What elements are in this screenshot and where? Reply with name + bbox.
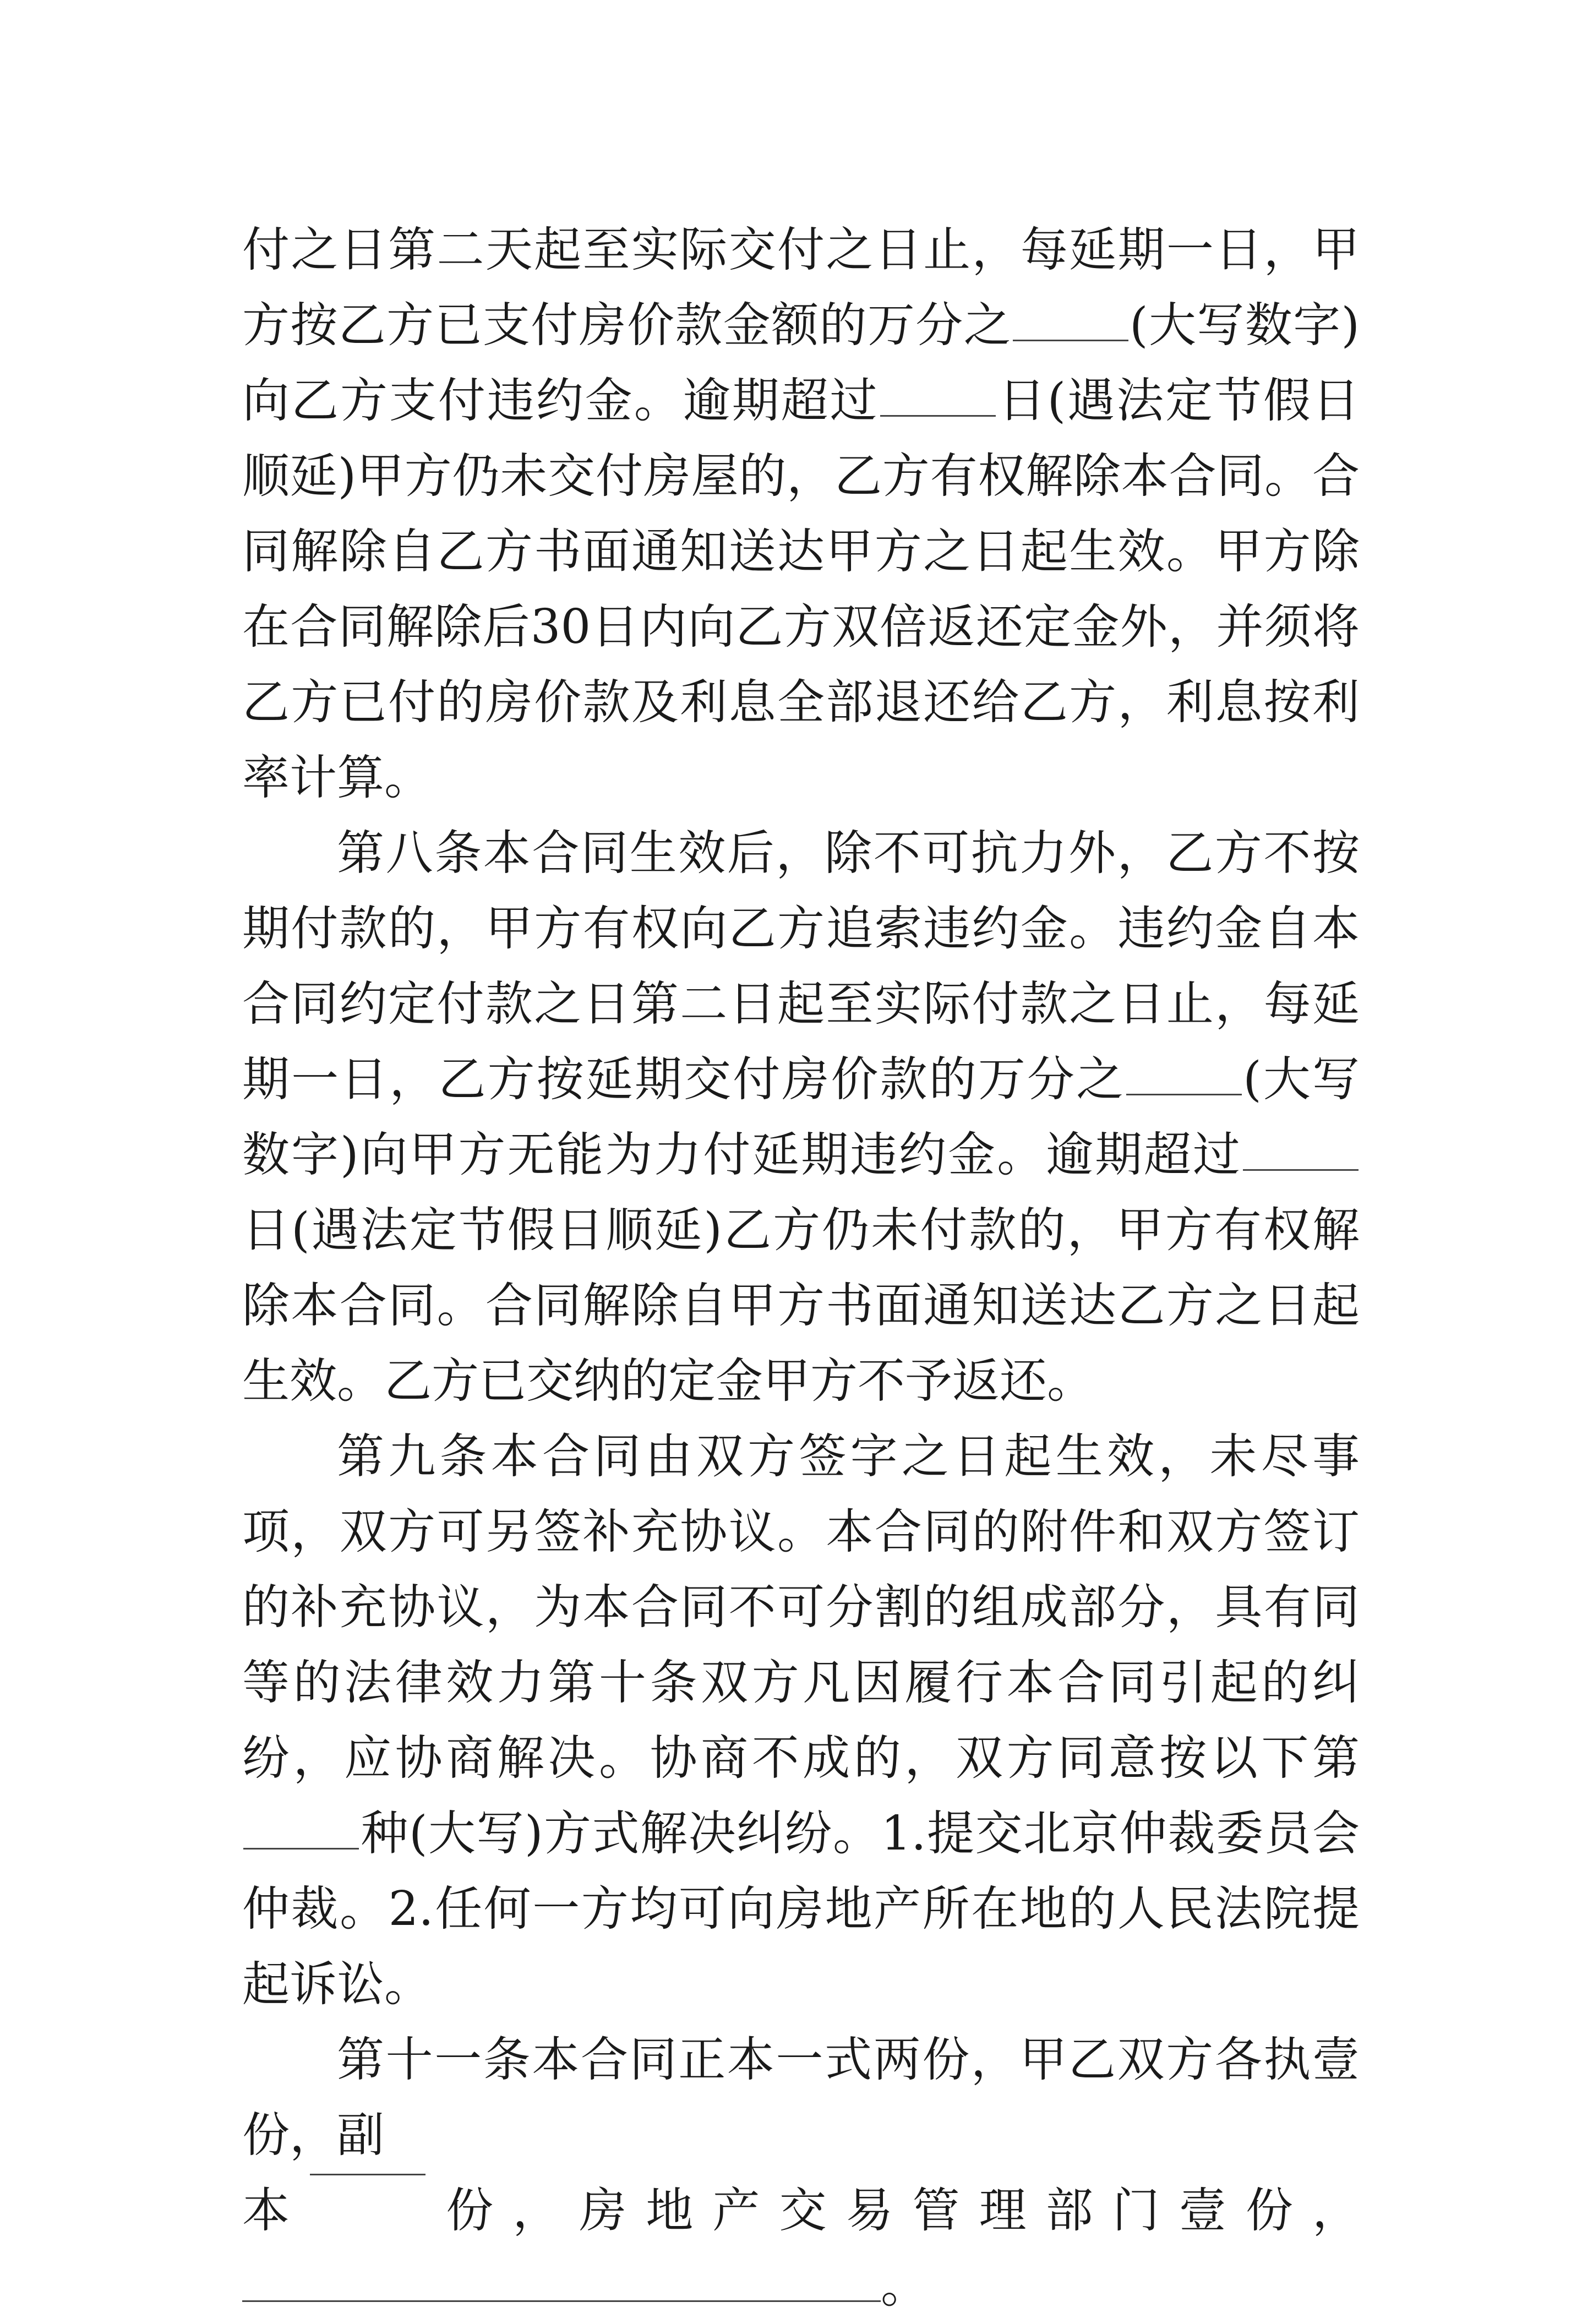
text-char: 壹 <box>1179 2183 1226 2238</box>
blank-underline-long <box>242 2300 881 2302</box>
text-char: 门 <box>1112 2183 1160 2238</box>
text-char: 地 <box>646 2183 694 2238</box>
article-11-line-3 <box>242 2249 1360 2324</box>
blank-underline <box>880 414 996 417</box>
blank-underline <box>310 2173 425 2175</box>
text-segment: (大写数字)向乙方支付违约金。逾期超过 <box>242 298 1360 428</box>
text-char: ， <box>1312 2183 1360 2238</box>
article-11-line-2 <box>242 2173 1360 2249</box>
contract-text <box>242 212 1360 2324</box>
blank-underline <box>243 1847 359 1850</box>
blank-underline <box>1126 1093 1242 1095</box>
text-char: 产 <box>712 2183 760 2238</box>
text-segment: 日(遇法定节假日顺延)甲方仍未交付房屋的，乙方有权解除本合同。合同解除自乙方书面通知送达甲方之日起生效。甲方除在合同解除后30日内向乙方双倍返还定金外，并须将乙方已付的房价款及利息全部退还给乙方，利息按利率计算。 <box>242 373 1360 805</box>
text-char: 易 <box>845 2183 893 2238</box>
paragraph-article-8 <box>242 816 1360 1419</box>
paragraph-article-9-10 <box>242 1419 1360 2022</box>
text-segment: 第九条本合同由双方签字之日起生效，未尽事项，双方可另签补充协议。本合同的附件和双方签订的补充协议，为本合同不可分割的组成部分，具有同等的法律效力第十条双方凡因履行本合同引起的纠纷，应协商解决。协商不成的，双方同意按以下第 <box>242 1429 1360 1786</box>
article-11-line-1: 第十一条本合同正本一式两份，甲乙双方各执壹份，副 <box>242 2032 1360 2163</box>
paragraph-delivery-penalty <box>242 212 1360 816</box>
text-segment: 。 <box>881 2258 928 2314</box>
paragraph-article-11 <box>242 2022 1360 2324</box>
text-char: 份 <box>446 2183 494 2238</box>
text-segment: (大写数字)向甲方无能为力付延期违约金。逾期超过 <box>242 1052 1360 1182</box>
text-char: 管 <box>912 2183 960 2238</box>
blank-underline <box>1243 1169 1359 1171</box>
text-char: 份 <box>1245 2183 1293 2238</box>
text-char: 理 <box>979 2183 1027 2238</box>
text-char: 本 <box>242 2183 290 2238</box>
text-segment: 种(大写)方式解决纠纷。1.提交北京仲裁委员会仲裁。2.任何一方均可向房地产所在地的人民法院提起诉讼。 <box>242 1806 1360 2012</box>
text-char: 部 <box>1045 2183 1093 2238</box>
text-segment: 第八条本合同生效后，除不可抗力外，乙方不按期付款的，甲方有权向乙方追索违约金。违约金自本合同约定付款之日第二日起至实际付款之日止，每延期一日，乙方按延期交付房价款的万分之 <box>242 826 1360 1107</box>
text-char: 交 <box>779 2183 827 2238</box>
text-segment: 付之日第二天起至实际交付之日止，每延期一日，甲方按乙方已支付房价款金额的万分之 <box>242 222 1360 353</box>
text-char: ， <box>512 2183 560 2238</box>
blank-underline <box>1013 339 1128 341</box>
text-segment: 日(遇法定节假日顺延)乙方仍未付款的，甲方有权解除本合同。合同解除自甲方书面通知送达乙方之日起生效。乙方已交纳的定金甲方不予返还。 <box>242 1203 1360 1409</box>
text-char: 房 <box>579 2183 627 2238</box>
